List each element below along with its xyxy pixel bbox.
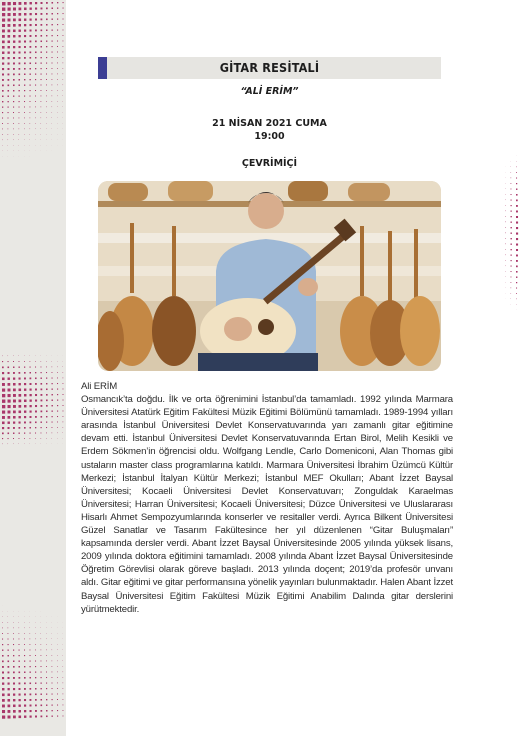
event-time: 19:00: [254, 131, 285, 142]
bio-paragraph: Osmancık’ta doğdu. İlk ve orta öğrenimini İstanbul’da tamamladı. 1992 yılında Marmara Üniversitesi Atatürk Eğitim Fakültesi Müzik Eğitimi Bölümünü tamamladı. 1989-1994 yılları arasında İstanbul Üniversitesi Devlet Konservatuvarında yarı zamanlı gitar eğitimine devam etti. İstanbul Üniversitesi Devlet Konservatuvarında Ertan Birol, Melih Kesikli ve Erdem Sökmen’in öğrencisi oldu. Wolfgang Lendle, Carlo Domeniconi, Alan Thomas gibi ustaların master class programlarına katıldı. Marmara Üniversitesi İbrahim Üzümcü Kültür Merkezi; İstanbul İtalyan Kültür Merkezi; İstanbul MEF Okulları; Abant İzzet Baysal Üniversitesi; Kocaeli Üniversitesi Devlet Konservatuvarı; Zonguldak Karaelmas Üniversitesi; Harran Üniversitesi; Kocaeli Üniversitesi; Düzce Üniversitesi ve Uluslararası Hisarlı Ahmet Sempozyumlarında konserler ve resitaller verdi. Ayrıca Bilkent Üniversitesi Güzel Sanatlar ve Tasarım Fakültesince her yıl düzenlenen “Gitar Buluşmaları” kapsamında dersler verdi. Abant İzzet Baysal Üniversitesinde 2005 yılında yüksek lisans, 2009 yılında doktora eğitimini tamamladı. 2008 yılında Abant İzzet Baysal Üniversitesinde Öğretim Görevlisi olarak göreve başladı. 2013 yılında doçent; 2019’da profesör unvanı aldı. Gitar eğitimi ve gitar performansına yönelik yayınları bulunmaktadır. Halen Abant İzzet Baysal Üniversitesi Eğitim Fakültesi Müzik Eğitimi Anabilim Dalında gitar derslerini yürütmektedir.: [81, 394, 453, 615]
biography: [81, 380, 453, 616]
event-title: GİTAR RESİTALİ: [219, 60, 320, 75]
dot-pattern-right: [503, 0, 519, 736]
left-decorative-strip: [0, 0, 66, 736]
bio-name: Ali ERİM: [81, 381, 118, 392]
event-venue: ÇEVRİMİÇİ: [241, 158, 298, 169]
performer-name: “ALİ ERİM”: [240, 86, 299, 97]
performer-photo: [98, 181, 441, 371]
guitarist-illustration: [98, 181, 441, 371]
dot-pattern-left: [0, 0, 66, 736]
event-date: 21 NİSAN 2021 CUMA: [212, 118, 327, 129]
